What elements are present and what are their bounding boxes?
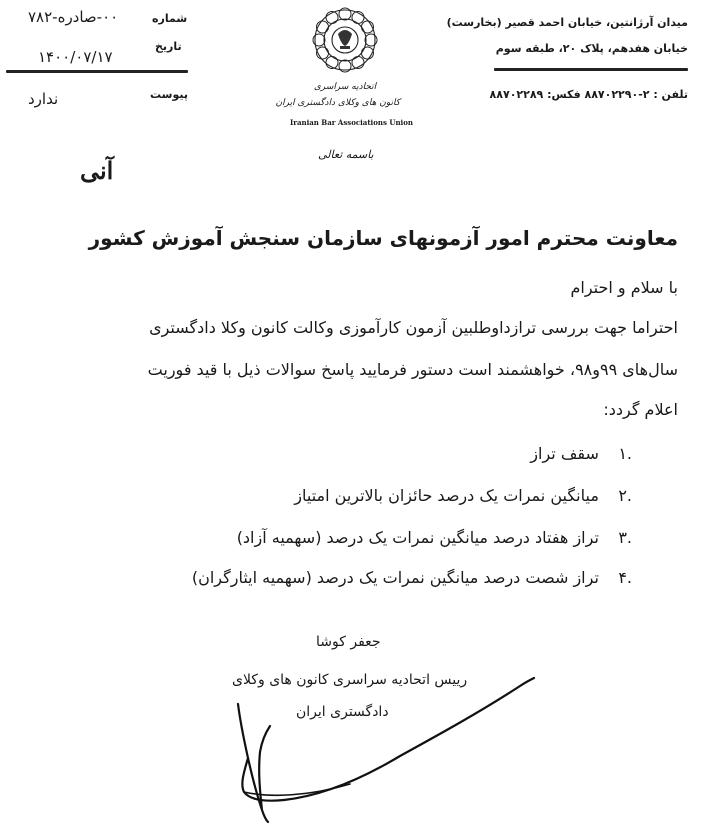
bismillah: باسمه تعالی [318,148,374,161]
attachment-value: ندارد [28,90,59,108]
list-item-text: تراز شصت درصد میانگین نمرات یک درصد (سهمیه ایثارگران) [191,568,599,587]
signatory-name: جعفر کوشا [316,634,381,650]
union-logo [275,4,413,134]
logo-english-name: Iranian Bar Associations Union [290,118,413,127]
list-item [237,528,632,547]
handwritten-signature-icon [200,660,540,830]
letter-number-label: شماره [152,12,188,25]
signatory-title-line-2: دادگستری ایران [296,704,389,720]
header-rule-right [494,68,688,71]
letter-date: ۱۴۰۰/۰۷/۱۷ [38,48,113,66]
letter-number: ۰۰-صادره-۷۸۲ [28,8,119,26]
header-rule-left [6,70,188,73]
list-item-text: سقف تراز [530,444,599,463]
list-item-text: تراز هفتاد درصد میانگین نمرات یک درصد (سهمیه آزاد) [236,528,599,547]
body-line-2: سال‌های ۹۹و۹۸، خواهشمند است دستور فرمایید پاسخ سوالات ذیل با قید فوریت [147,360,678,379]
letter-date-label: تاریخ [155,40,182,53]
list-item [294,486,632,505]
list-item [192,568,632,587]
logo-script-line-1: اتحادیه سراسری [313,82,377,92]
urgency-note: آنی [80,156,114,185]
phone-fax: تلفن : ۲-۸۸۷۰۲۲۹۰ فکس: ۸۸۷۰۲۲۸۹ [489,88,688,101]
list-item-number: .۱ [618,444,632,463]
list-item-number: .۲ [618,486,632,505]
list-item-number: .۴ [618,568,632,587]
address-line-2: خیابان هفدهم، پلاک ۲۰، طبقه سوم [495,42,688,55]
signatory-title-line-1: رییس اتحادیه سراسری کانون های وکلای [232,672,468,688]
list-item-number: .۳ [618,528,632,547]
attachment-label: پیوست [150,88,188,101]
rosette-emblem-icon [290,4,400,76]
address-line-1: میدان آرژانتین، خیابان احمد قصیر (بخارست) [446,16,688,29]
recipient-title: معاونت محترم امور آزمونهای سازمان سنجش آموزش کشور [88,226,678,250]
list-item-text: میانگین نمرات یک درصد حائزان بالاترین امتیاز [294,486,599,505]
list-item [530,444,632,463]
body-line-3: اعلام گردد: [603,400,678,419]
logo-script-line-2: کانون های وکلای دادگستری ایران [275,98,400,108]
greeting: با سلام و احترام [570,278,678,297]
body-line-1: احتراما جهت بررسی ترازداوطلبین آزمون کارآموزی وکالت کانون وکلا دادگستری [149,318,678,337]
